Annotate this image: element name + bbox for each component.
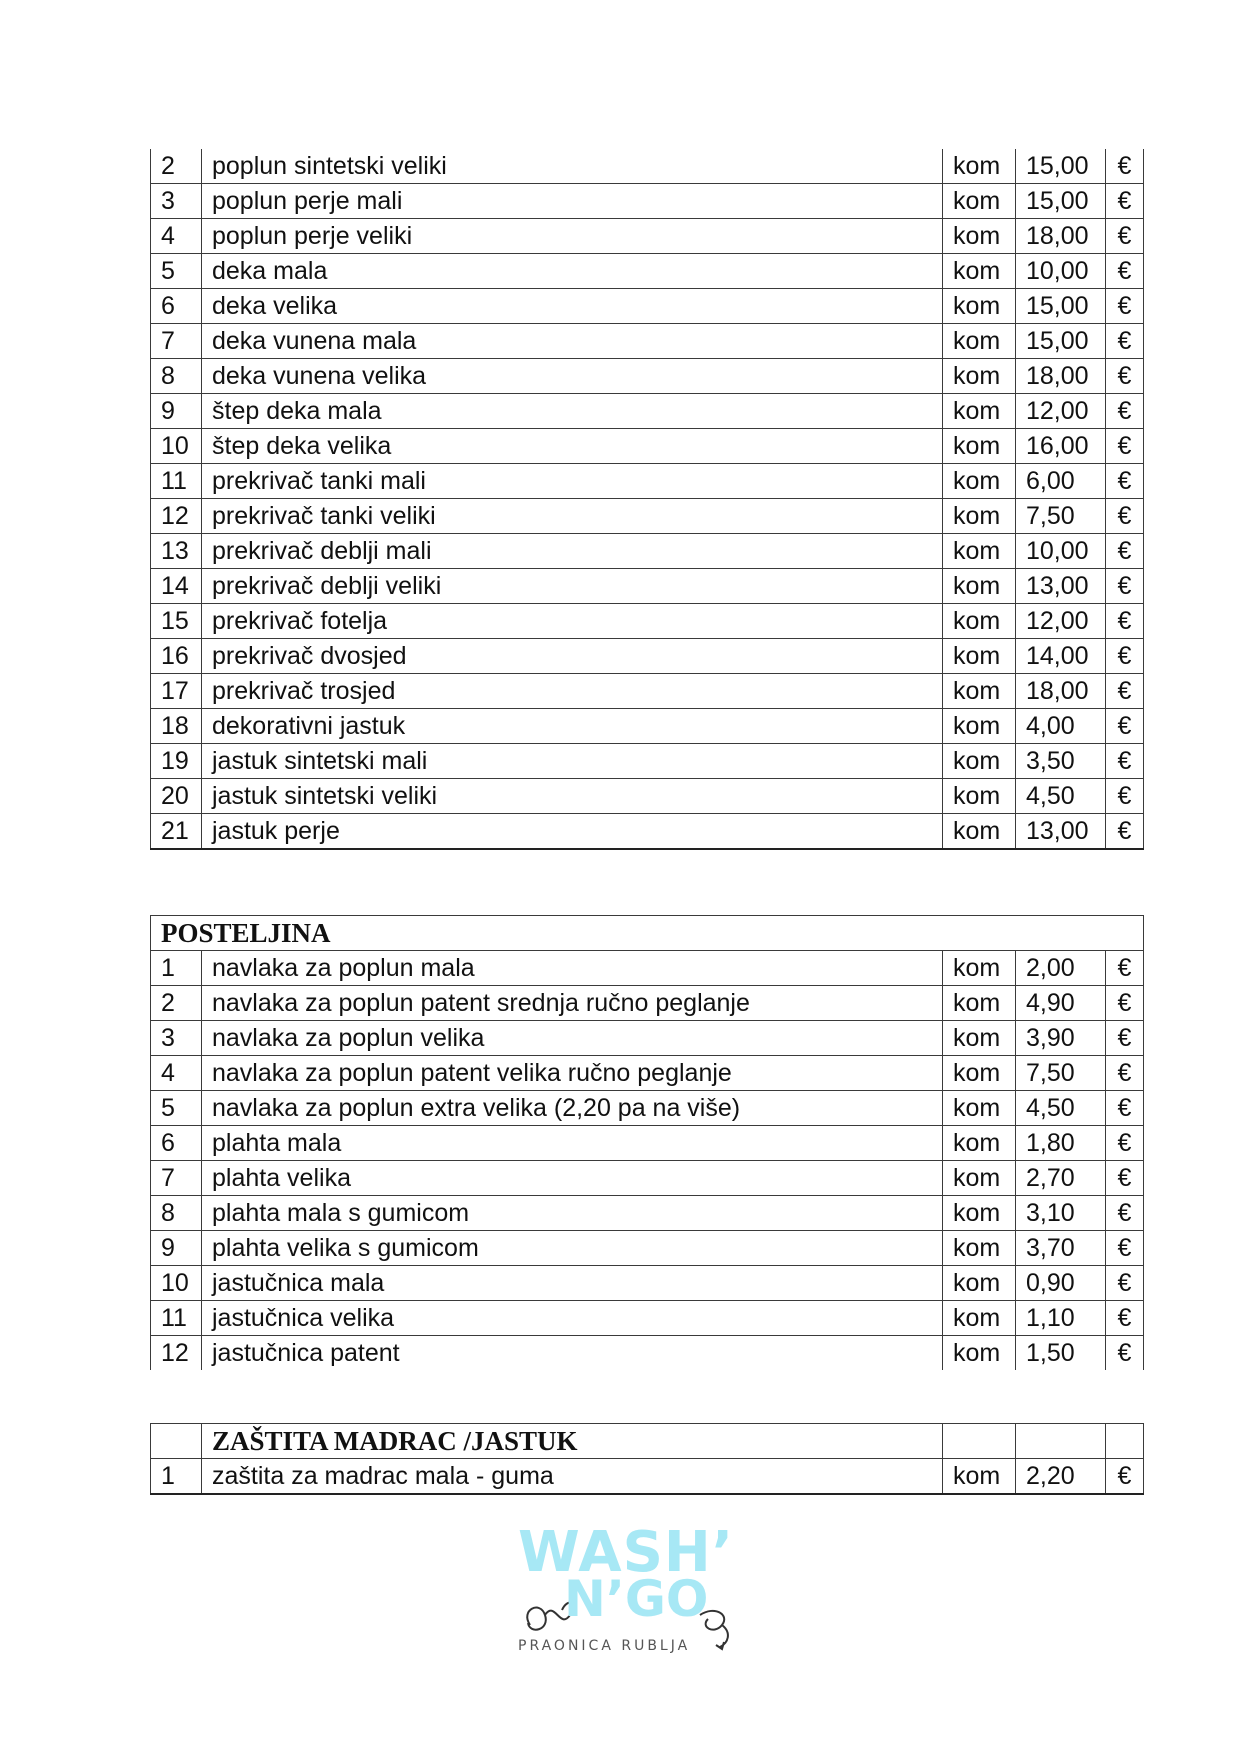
empty-cell [1016,1424,1106,1459]
item-number: 1 [151,951,202,986]
table-row [151,1301,1144,1336]
item-price: 15,00 [1016,324,1106,359]
empty-cell [1106,1424,1144,1459]
table-row [151,1126,1144,1161]
item-unit: kom [943,1056,1016,1091]
item-number: 13 [151,534,202,569]
item-name: jastučnica velika [202,1301,943,1336]
table-row [151,814,1144,850]
logo-line2: N’GO [564,1570,709,1628]
item-currency: € [1106,986,1144,1021]
table-row [151,779,1144,814]
item-price: 15,00 [1016,149,1106,184]
item-name: poplun sintetski veliki [202,149,943,184]
item-name: navlaka za poplun patent velika ručno peglanje [202,1056,943,1091]
item-price: 4,00 [1016,709,1106,744]
item-name: prekrivač dvosjed [202,639,943,674]
item-number: 21 [151,814,202,850]
table-row [151,1266,1144,1301]
item-price: 4,90 [1016,986,1106,1021]
item-number: 4 [151,1056,202,1091]
table-row [151,604,1144,639]
item-unit: kom [943,951,1016,986]
item-unit: kom [943,674,1016,709]
item-name: prekrivač trosjed [202,674,943,709]
item-unit: kom [943,1196,1016,1231]
item-currency: € [1106,254,1144,289]
item-currency: € [1106,1196,1144,1231]
table-row [151,324,1144,359]
item-price: 18,00 [1016,219,1106,254]
item-unit: kom [943,1266,1016,1301]
item-name: prekrivač tanki veliki [202,499,943,534]
item-name: deka mala [202,254,943,289]
item-name: dekorativni jastuk [202,709,943,744]
item-price: 14,00 [1016,639,1106,674]
item-number: 5 [151,254,202,289]
item-price: 15,00 [1016,289,1106,324]
table-row [151,149,1144,184]
item-price: 3,50 [1016,744,1106,779]
item-price: 10,00 [1016,534,1106,569]
item-number: 18 [151,709,202,744]
section-title: POSTELJINA [151,916,1144,951]
item-number: 12 [151,499,202,534]
item-name: jastučnica mala [202,1266,943,1301]
item-name: plahta velika s gumicom [202,1231,943,1266]
item-number: 10 [151,1266,202,1301]
item-name: deka vunena velika [202,359,943,394]
section-heading-row [151,1424,1144,1459]
item-number: 16 [151,639,202,674]
item-price: 4,50 [1016,1091,1106,1126]
item-price: 16,00 [1016,429,1106,464]
item-name: navlaka za poplun mala [202,951,943,986]
item-unit: kom [943,1231,1016,1266]
item-price: 2,20 [1016,1459,1106,1495]
item-price: 7,50 [1016,499,1106,534]
item-unit: kom [943,219,1016,254]
item-price: 2,00 [1016,951,1106,986]
item-name: štep deka mala [202,394,943,429]
item-number: 11 [151,464,202,499]
item-unit: kom [943,499,1016,534]
logo-line1: WASH’ [518,1520,735,1585]
item-number: 9 [151,394,202,429]
item-currency: € [1106,534,1144,569]
item-number: 7 [151,1161,202,1196]
item-unit: kom [943,359,1016,394]
item-currency: € [1106,1021,1144,1056]
item-number: 11 [151,1301,202,1336]
item-number: 14 [151,569,202,604]
item-price: 3,90 [1016,1021,1106,1056]
table-row [151,1231,1144,1266]
table-row [151,744,1144,779]
section-title: ZAŠTITA MADRAC /JASTUK [202,1424,943,1459]
item-price: 18,00 [1016,674,1106,709]
table-row [151,219,1144,254]
table-row [151,429,1144,464]
item-currency: € [1106,674,1144,709]
item-price: 1,50 [1016,1336,1106,1371]
item-number: 2 [151,149,202,184]
table-row [151,1196,1144,1231]
item-price: 6,00 [1016,464,1106,499]
item-unit: kom [943,1091,1016,1126]
item-unit: kom [943,744,1016,779]
item-price: 15,00 [1016,184,1106,219]
item-currency: € [1106,604,1144,639]
item-unit: kom [943,184,1016,219]
item-currency: € [1106,219,1144,254]
item-price: 3,10 [1016,1196,1106,1231]
item-currency: € [1106,184,1144,219]
item-currency: € [1106,1336,1144,1371]
item-currency: € [1106,1266,1144,1301]
item-currency: € [1106,149,1144,184]
table-row [151,394,1144,429]
item-unit: kom [943,1459,1016,1495]
item-currency: € [1106,744,1144,779]
item-unit: kom [943,1021,1016,1056]
item-unit: kom [943,254,1016,289]
table-row [151,1091,1144,1126]
logo-tagline: PRAONICA RUBLJA [518,1638,691,1654]
item-price: 3,70 [1016,1231,1106,1266]
wash-n-go-logo [500,1520,740,1665]
item-currency: € [1106,709,1144,744]
item-currency: € [1106,814,1144,850]
item-unit: kom [943,149,1016,184]
table-row [151,986,1144,1021]
item-unit: kom [943,986,1016,1021]
item-unit: kom [943,324,1016,359]
item-price: 7,50 [1016,1056,1106,1091]
item-unit: kom [943,779,1016,814]
table-row [151,639,1144,674]
price-table-zastita [150,1423,1144,1495]
item-currency: € [1106,1126,1144,1161]
item-number: 20 [151,779,202,814]
price-table-posteljina [150,915,1144,1370]
item-unit: kom [943,604,1016,639]
item-unit: kom [943,569,1016,604]
item-currency: € [1106,359,1144,394]
table-row [151,534,1144,569]
item-price: 13,00 [1016,569,1106,604]
item-number: 3 [151,1021,202,1056]
item-unit: kom [943,1126,1016,1161]
item-unit: kom [943,534,1016,569]
item-price: 13,00 [1016,814,1106,850]
item-name: jastuk sintetski veliki [202,779,943,814]
table-row [151,1056,1144,1091]
item-currency: € [1106,499,1144,534]
item-name: navlaka za poplun velika [202,1021,943,1056]
item-price: 12,00 [1016,604,1106,639]
item-unit: kom [943,464,1016,499]
item-number: 17 [151,674,202,709]
item-name: poplun perje veliki [202,219,943,254]
table-row [151,951,1144,986]
item-number: 6 [151,289,202,324]
item-number: 7 [151,324,202,359]
item-unit: kom [943,709,1016,744]
price-table-bedding [150,149,1144,850]
item-price: 2,70 [1016,1161,1106,1196]
item-number: 6 [151,1126,202,1161]
item-number: 2 [151,986,202,1021]
table-row [151,499,1144,534]
item-number: 9 [151,1231,202,1266]
item-currency: € [1106,951,1144,986]
item-price: 4,50 [1016,779,1106,814]
item-number: 8 [151,1196,202,1231]
item-name: zaštita za madrac mala - guma [202,1459,943,1495]
item-number: 5 [151,1091,202,1126]
item-unit: kom [943,394,1016,429]
section-heading-row [151,916,1144,951]
item-number: 15 [151,604,202,639]
item-price: 10,00 [1016,254,1106,289]
item-unit: kom [943,1336,1016,1371]
item-name: navlaka za poplun extra velika (2,20 pa na više) [202,1091,943,1126]
item-unit: kom [943,1161,1016,1196]
item-unit: kom [943,1301,1016,1336]
item-name: jastučnica patent [202,1336,943,1371]
item-name: plahta mala s gumicom [202,1196,943,1231]
item-currency: € [1106,289,1144,324]
item-unit: kom [943,814,1016,850]
item-currency: € [1106,394,1144,429]
item-name: deka velika [202,289,943,324]
item-name: deka vunena mala [202,324,943,359]
item-number: 12 [151,1336,202,1371]
item-currency: € [1106,1091,1144,1126]
item-name: navlaka za poplun patent srednja ručno peglanje [202,986,943,1021]
table-row [151,464,1144,499]
item-name: prekrivač deblji veliki [202,569,943,604]
item-number: 4 [151,219,202,254]
item-unit: kom [943,639,1016,674]
item-name: prekrivač deblji mali [202,534,943,569]
table-row [151,254,1144,289]
item-name: jastuk perje [202,814,943,850]
item-price: 18,00 [1016,359,1106,394]
item-currency: € [1106,1161,1144,1196]
table-row [151,569,1144,604]
item-number: 1 [151,1459,202,1495]
item-number: 19 [151,744,202,779]
item-currency: € [1106,779,1144,814]
item-name: plahta velika [202,1161,943,1196]
item-currency: € [1106,324,1144,359]
table-row [151,674,1144,709]
item-currency: € [1106,1056,1144,1091]
item-price: 1,80 [1016,1126,1106,1161]
item-price: 12,00 [1016,394,1106,429]
item-number: 3 [151,184,202,219]
table-row [151,289,1144,324]
item-name: štep deka velika [202,429,943,464]
item-currency: € [1106,1231,1144,1266]
item-name: plahta mala [202,1126,943,1161]
empty-cell [151,1424,202,1459]
table-row [151,359,1144,394]
item-unit: kom [943,289,1016,324]
item-price: 0,90 [1016,1266,1106,1301]
item-name: prekrivač tanki mali [202,464,943,499]
item-price: 1,10 [1016,1301,1106,1336]
empty-cell [943,1424,1016,1459]
item-number: 10 [151,429,202,464]
item-currency: € [1106,639,1144,674]
item-number: 8 [151,359,202,394]
table-row [151,1021,1144,1056]
item-unit: kom [943,429,1016,464]
item-currency: € [1106,464,1144,499]
item-name: prekrivač fotelja [202,604,943,639]
table-row [151,1459,1144,1495]
table-row [151,1161,1144,1196]
item-name: poplun perje mali [202,184,943,219]
table-row [151,1336,1144,1371]
item-currency: € [1106,1459,1144,1495]
table-row [151,184,1144,219]
table-row [151,709,1144,744]
item-currency: € [1106,569,1144,604]
item-name: jastuk sintetski mali [202,744,943,779]
item-currency: € [1106,1301,1144,1336]
item-currency: € [1106,429,1144,464]
